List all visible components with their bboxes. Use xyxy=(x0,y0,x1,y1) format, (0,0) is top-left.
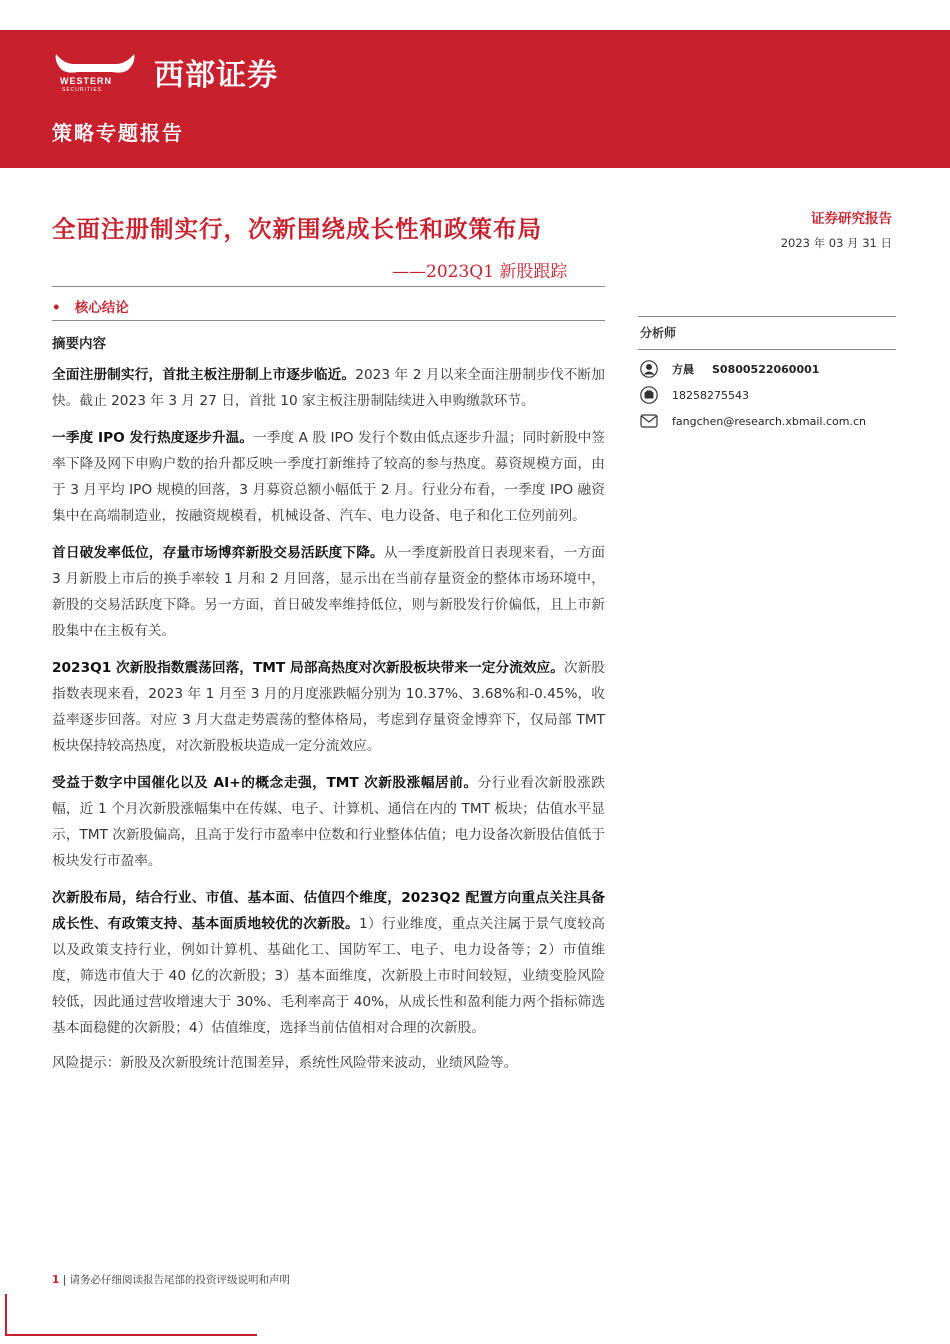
mail-icon xyxy=(638,411,660,431)
abstract-title: 摘要内容 xyxy=(52,336,106,352)
paragraph-lead: 受益于数字中国催化以及 AI+的概念走强，TMT 次新股涨幅居前。 xyxy=(52,775,478,791)
analyst-cert: S0800522060001 xyxy=(712,362,820,376)
paragraph-text: 分行业看次新股涨跌幅，近 1 个月次新股涨幅集中在传媒、电子、计算机、通信在内的 TMT 板块；估值水平显示，TMT 次新股偏高，且高于发行市盈率中位数和行业整体估值；电力设备次新股估值低于板块发行市盈率。 xyxy=(52,775,606,869)
paragraph-text: 1）行业维度，重点关注属于景气度较高以及政策支持行业，例如计算机、基础化工、国防军工、电子、电力设备等；2）市值维度，筛选市值大于 40 亿的次新股；3）基本面维度，次新股上市时间较短，业绩变脸风险较低，因此通过营收增速大于 30%、毛利率高于 40%，从成长性和盈利能力两个指标筛选基本面稳健的次新股；4）估值维度，选择当前估值相对合理的次新股。 xyxy=(52,916,605,1036)
doc-type: 证券研究报告 xyxy=(811,211,892,227)
paragraph-lead: 2023Q1 次新股指数震荡回落，TMT 局部高热度对次新股板块带来一定分流效应。 xyxy=(52,660,564,676)
report-title: 全面注册制实行，次新围绕成长性和政策布局 xyxy=(52,215,542,243)
report-header xyxy=(0,0,950,168)
paragraph xyxy=(52,655,605,759)
footer-accent-vertical xyxy=(5,1294,7,1334)
doc-date: 2023 年 03 月 31 日 xyxy=(780,236,892,250)
paragraph xyxy=(52,362,605,414)
section-heading xyxy=(52,296,129,316)
footer-accent-horizontal xyxy=(5,1334,257,1336)
report-type: 策略专题报告 xyxy=(52,121,184,145)
paragraph-lead: 全面注册制实行，首批主板注册制上市逐步临近。 xyxy=(52,367,356,383)
logo-en: WESTERN xyxy=(60,76,112,86)
paragraph xyxy=(52,770,605,874)
analyst-heading: 分析师 xyxy=(640,326,677,340)
analyst-email[interactable]: fangchen@research.xbmail.com.cn xyxy=(672,414,866,428)
phone-icon xyxy=(638,385,660,405)
page-footer xyxy=(52,1272,290,1287)
logo-cn: 西部证券 xyxy=(154,58,278,93)
footer-notice: 请务必仔细阅读报告尾部的投资评级说明和声明 xyxy=(69,1274,291,1286)
report-subtitle: ——2023Q1 新股跟踪 xyxy=(392,262,568,282)
footer-separator: | xyxy=(62,1274,67,1286)
section-heading-label: 核心结论 xyxy=(74,300,129,316)
paragraph-lead: 一季度 IPO 发行热度逐步升温。 xyxy=(52,430,254,446)
person-icon xyxy=(638,359,660,379)
paragraph xyxy=(52,540,605,644)
page-number: 1 xyxy=(52,1274,60,1286)
bull-logo-icon xyxy=(52,52,138,92)
paragraph-text: 一季度 A 股 IPO 发行个数由低点逐步升温；同时新股中签率下降及网下申购户数的抬升都反映一季度打新维持了较高的参与热度。募资规模方面，由于 3 月平均 IPO 规模的回落，3 月募资总额小幅低于 2 月。行业分布看，一季度 IPO 融资集中在高端制造业，按融资规模看，机械设备、汽车、电力设备、电子和化工位列前列。 xyxy=(52,430,605,524)
risk-note: 风险提示：新股及次新股统计范围差异，系统性风险带来波动，业绩风险等。 xyxy=(52,1055,518,1071)
logo xyxy=(52,50,278,94)
paragraph-text: 从一季度新股首日表现来看，一方面 3 月新股上市后的换手率较 1 月和 2 月回落，显示出在当前存量资金的整体市场环境中，新股的交易活跃度下降。另一方面，首日破发率维持低位，则与新股发行价偏低，且上市新股集中在主板有关。 xyxy=(52,545,605,639)
section-divider xyxy=(52,320,605,321)
bullet-icon: • xyxy=(52,300,61,316)
paragraph xyxy=(52,885,605,1041)
paragraph-lead: 次新股布局，结合行业、市值、基本面、估值四个维度，2023Q2 配置方向重点关注具备成长性、有政策支持、基本面质地较优的次新股。 xyxy=(52,890,605,932)
paragraph-text: 2023 年 2 月以来全面注册制步伐不断加快。截止 2023 年 3 月 27 日，首批 10 家主板注册制陆续进入申购缴款环节。 xyxy=(52,367,605,409)
analyst-phone-row xyxy=(638,382,896,408)
paragraph xyxy=(52,425,605,529)
title-divider xyxy=(52,286,605,287)
analyst-panel xyxy=(638,316,896,434)
analyst-name-row xyxy=(638,356,896,382)
logo-en-sub: SECURITIES xyxy=(62,87,103,93)
analyst-email-row xyxy=(638,408,896,434)
abstract-body xyxy=(52,362,605,1076)
analyst-phone[interactable]: 18258275543 xyxy=(672,388,749,402)
analyst-name: 方晨 xyxy=(672,363,694,376)
paragraph-lead: 首日破发率低位，存量市场博弈新股交易活跃度下降。 xyxy=(52,545,384,561)
paragraph-text: 次新股指数表现来看，2023 年 1 月至 3 月的月度涨跌幅分别为 10.37%、3.68%和-0.45%，收益率逐步回落。对应 3 月大盘走势震荡的整体格局，考虑到存量资金博弈下，仅局部 TMT 板块保持较高热度，对次新股板块造成一定分流效应。 xyxy=(52,660,605,754)
